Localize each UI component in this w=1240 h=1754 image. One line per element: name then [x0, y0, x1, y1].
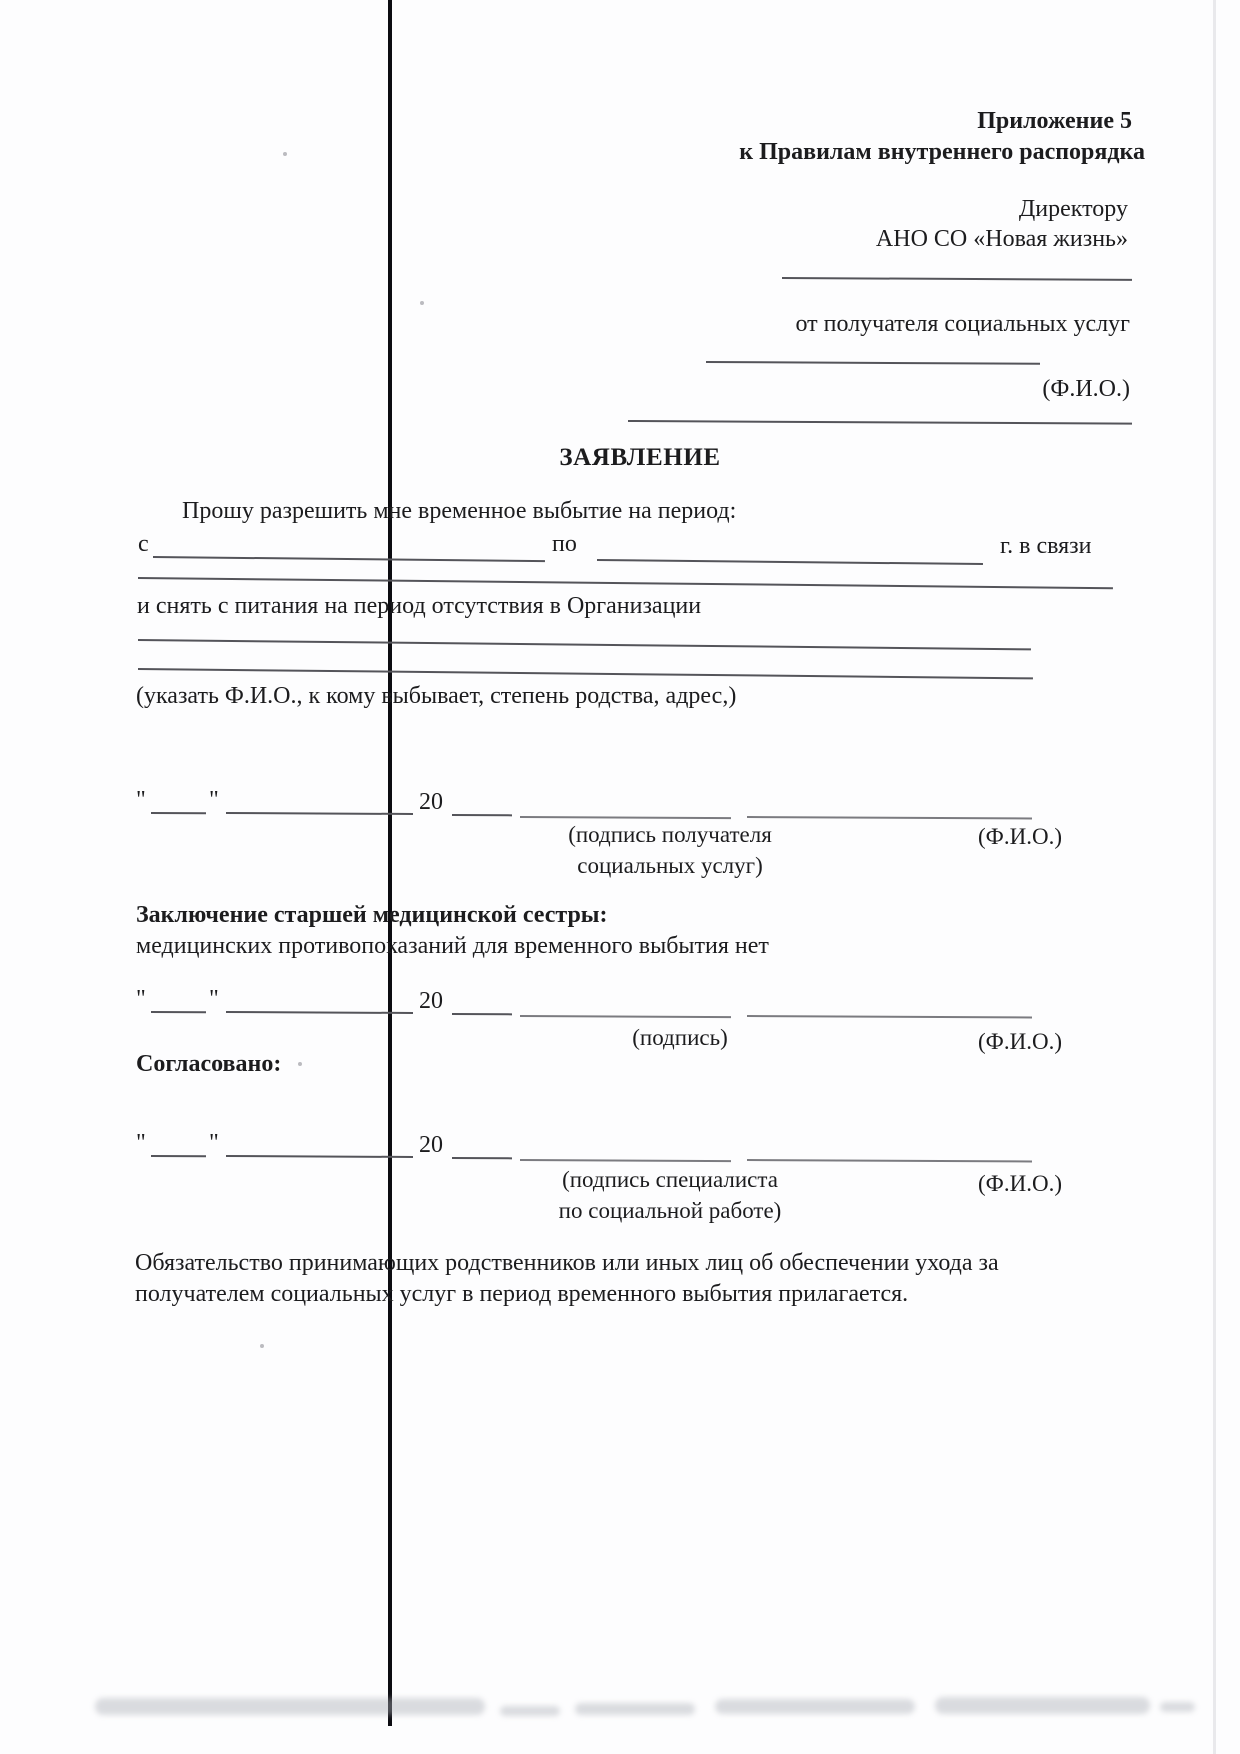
date-close-quote: " — [209, 986, 219, 1012]
recipient-signature-caption-2: социальных услуг) — [577, 853, 763, 878]
date-open-quote: " — [136, 787, 146, 813]
from-recipient-line: от получателя социальных услуг — [795, 311, 1130, 337]
scan-bleed-through-noise — [575, 1703, 695, 1715]
period-from-label: с — [138, 531, 149, 557]
blank-date-day — [151, 812, 206, 814]
blank-nurse-signature — [520, 1015, 731, 1018]
specify-caption: (указать Ф.И.О., к кому выбывает, степень родства, адрес,) — [136, 683, 737, 709]
scan-bleed-through-noise — [95, 1698, 485, 1715]
specialist-fio-caption: (Ф.И.О.) — [978, 1171, 1062, 1196]
scan-bleed-through-noise — [500, 1706, 560, 1716]
year-prefix: 20 — [419, 789, 443, 815]
blank-date-month — [226, 1011, 413, 1014]
recipient-signature-caption-1: (подпись получателя — [568, 822, 772, 847]
nurse-signature-caption: (подпись) — [632, 1025, 728, 1050]
meals-removal-line: и снять с питания на период отсутствия в Организации — [137, 593, 702, 619]
blank-specialist-fio — [747, 1159, 1032, 1162]
blank-reason-line — [138, 577, 1113, 589]
request-intro-line: Прошу разрешить мне временное выбытие на период: — [182, 498, 737, 524]
scan-speck — [298, 1062, 302, 1066]
appendix-rules-line: к Правилам внутреннего распорядка — [739, 139, 1145, 165]
obligation-paragraph: Обязательство принимающих родственников или иных лиц об обеспечении ухода за получателем социальных услуг в период временного выбытия прилагается. — [135, 1250, 999, 1308]
blank-period-to-date — [597, 559, 983, 565]
addressee-organization: АНО СО «Новая жизнь» — [875, 226, 1128, 252]
blank-date-day — [151, 1011, 206, 1013]
nurse-fio-caption: (Ф.И.О.) — [978, 1029, 1062, 1054]
recipient-fio-caption: (Ф.И.О.) — [978, 824, 1062, 849]
blank-date-day — [151, 1155, 206, 1157]
blank-recipient-name-line — [706, 361, 1040, 365]
year-prefix: 20 — [419, 1132, 443, 1158]
blank-destination-line-2 — [138, 668, 1033, 679]
nurse-conclusion-text: медицинских противопоказаний для временного выбытия нет — [136, 933, 769, 959]
period-to-label: по — [552, 531, 577, 557]
blank-destination-line-1 — [138, 639, 1031, 650]
blank-recipient-extra-line — [628, 420, 1132, 425]
year-prefix: 20 — [419, 988, 443, 1014]
blank-specialist-signature — [520, 1159, 731, 1162]
date-close-quote: " — [209, 1130, 219, 1156]
scan-bleed-through-noise — [935, 1697, 1150, 1714]
blank-period-from-date — [153, 556, 545, 562]
scan-bleed-through-noise — [715, 1699, 915, 1714]
scan-speck — [283, 152, 287, 156]
date-open-quote: " — [136, 986, 146, 1012]
scan-edge-shadow — [1213, 0, 1216, 1754]
period-suffix-label: г. в связи — [1000, 533, 1092, 559]
scan-speck — [260, 1344, 264, 1348]
scan-crease-vertical-line — [388, 0, 392, 1726]
blank-director-name-line — [782, 277, 1132, 281]
specialist-signature-caption-2: по социальной работе) — [558, 1198, 782, 1223]
date-open-quote: " — [136, 1130, 146, 1156]
blank-recipient-fio — [747, 816, 1032, 819]
form-title: ЗАЯВЛЕНИЕ — [559, 444, 721, 471]
date-close-quote: " — [209, 787, 219, 813]
blank-date-year — [452, 814, 512, 816]
blank-date-year — [452, 1157, 512, 1159]
blank-recipient-signature — [520, 816, 731, 819]
fio-caption-top: (Ф.И.О.) — [1042, 376, 1130, 402]
blank-date-year — [452, 1013, 512, 1015]
blank-date-month — [226, 812, 413, 815]
scan-speck — [420, 301, 424, 305]
appendix-number-line: Приложение 5 — [977, 108, 1132, 134]
agreed-heading: Согласовано: — [136, 1051, 282, 1077]
specialist-signature-caption-1: (подпись специалиста — [562, 1167, 778, 1192]
scan-bleed-through-noise — [1160, 1702, 1195, 1712]
nurse-conclusion-heading: Заключение старшей медицинской сестры: — [136, 902, 608, 928]
blank-date-month — [226, 1155, 413, 1158]
blank-nurse-fio — [747, 1015, 1032, 1018]
addressee-title: Директору — [1018, 196, 1128, 222]
